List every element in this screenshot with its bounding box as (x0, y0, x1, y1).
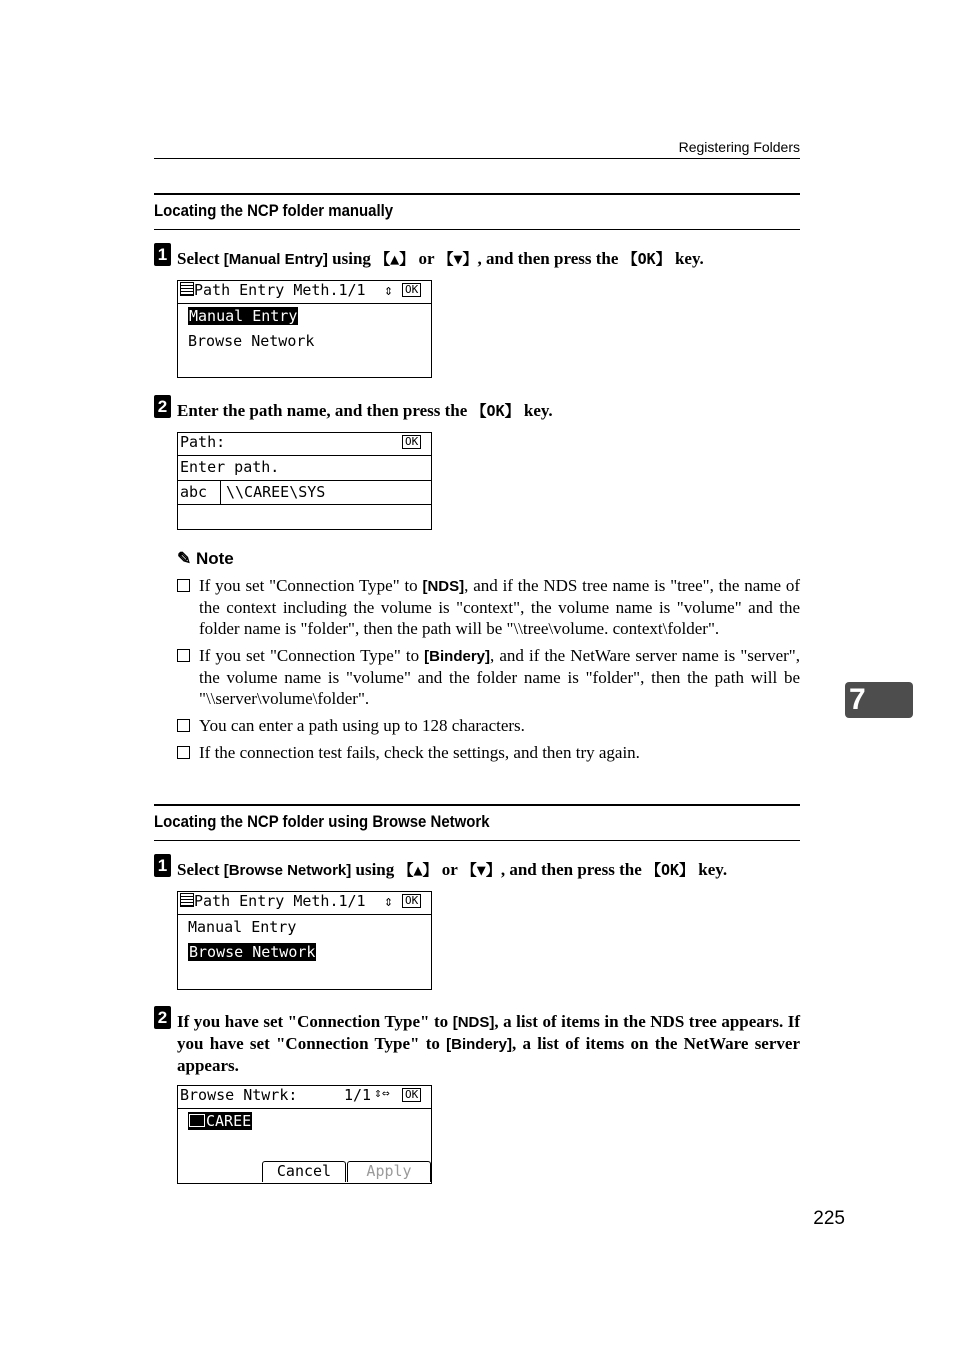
ok-key-icon: OK (402, 894, 421, 908)
list-icon (180, 893, 194, 907)
lcd-divider (178, 1108, 431, 1109)
lcd-divider (178, 480, 431, 481)
lcd-divider (178, 455, 431, 456)
step-text: Select (177, 860, 224, 879)
server-icon (189, 1114, 205, 1127)
step-text: key. (670, 249, 704, 268)
note-heading: ✎ Note (177, 549, 234, 568)
step-text: using (351, 860, 399, 879)
lcd-title-row: Browse Ntwrk: (180, 1086, 298, 1104)
lcd-tree-item[interactable]: CAREE (188, 1112, 429, 1130)
note-list (177, 575, 800, 769)
section-rule-top (154, 193, 800, 195)
lcd-menu-item[interactable]: Browse Network (189, 943, 316, 961)
section-rule-bottom (154, 840, 800, 841)
step-number: 2 (154, 1006, 171, 1029)
lcd-screen (177, 432, 432, 530)
running-header: Registering Folders (678, 139, 800, 155)
lcd-screen (177, 891, 432, 990)
key-ok: 【OK】 (471, 402, 520, 420)
step-number: 2 (154, 395, 171, 418)
list-item: If you set "Connection Type" to [NDS], and if the NDS tree name is "tree", the name of the context including the volume is "context", the volume name is "volume" and the folder name is "folder", then the path will be "\\tree\volume. context\folder". (177, 575, 800, 639)
lcd-screen (177, 1085, 432, 1184)
step-text: or (437, 860, 462, 879)
ui-label: [Browse Network] (223, 862, 352, 879)
step-text: , a list of items on the NetWare server appears. (177, 1034, 800, 1075)
ok-key-icon: OK (402, 435, 421, 449)
key-down: 【▼】 (461, 861, 501, 879)
step-instruction (177, 400, 800, 422)
ok-key-icon: OK (402, 1088, 421, 1102)
checkbox-bullet-icon (177, 746, 190, 759)
up-down-arrows-icon: ⇕ (384, 281, 394, 299)
step-number: 1 (154, 243, 171, 266)
lcd-menu-item[interactable]: Manual Entry (188, 918, 297, 936)
header-rule (154, 158, 800, 159)
list-item: If you set "Connection Type" to [Bindery], and if the NetWare server name is "server", the volume name is "volume" and the folder name is "folder", then the path will be "\\server\volume\folder". (177, 645, 800, 709)
ui-label: [Bindery] (446, 1036, 512, 1053)
checkbox-bullet-icon (177, 579, 190, 592)
step-text: , and then press the (477, 249, 623, 268)
lcd-divider (178, 303, 431, 304)
step-text: or (414, 249, 439, 268)
checkbox-bullet-icon (177, 719, 190, 732)
step-instruction (177, 248, 800, 270)
page-indicator: 1/1 (344, 1086, 372, 1104)
cancel-button[interactable]: Cancel (262, 1161, 346, 1182)
step-text: Select (177, 249, 224, 268)
ok-key-icon: OK (402, 283, 421, 297)
list-icon (180, 282, 194, 296)
path-input[interactable]: \\CAREE\SYS (226, 483, 326, 501)
list-item: You can enter a path using up to 128 characters. (177, 715, 800, 736)
lcd-title-row: Path Entry Meth.1/1 (180, 892, 429, 910)
chapter-tab: 7 (845, 682, 913, 718)
apply-button[interactable]: Apply (347, 1161, 431, 1182)
ui-label: [Manual Entry] (223, 251, 328, 268)
step-text: key. (694, 860, 728, 879)
key-up: 【▲】 (398, 861, 438, 879)
step-text: , and then press the (500, 860, 646, 879)
key-ok: 【OK】 (645, 861, 695, 879)
lcd-prompt: Enter path. (180, 458, 280, 476)
step-number: 1 (154, 854, 171, 877)
checkbox-bullet-icon (177, 649, 190, 662)
page-number: 225 (813, 1208, 845, 1229)
lcd-menu-item[interactable]: Manual Entry (189, 307, 298, 325)
lcd-divider (220, 480, 221, 504)
step-instruction (177, 1011, 800, 1076)
lcd-divider (178, 504, 431, 505)
step-text: Enter the path name, and then press the (177, 401, 472, 420)
four-way-arrows-icon: ⇕⇔ (374, 1086, 390, 1101)
step-text: If you have set "Connection Type" to (177, 1012, 453, 1031)
key-down: 【▼】 (438, 250, 478, 268)
section-title: Locating the NCP folder using Browse Network (154, 812, 490, 831)
list-item: If the connection test fails, check the settings, and then try again. (177, 742, 800, 763)
lcd-screen (177, 280, 432, 378)
step-instruction (177, 859, 800, 881)
step-text: , a list of items in the NDS tree appears. If you have set "Connection Type" to (177, 1012, 800, 1053)
lcd-title-row: Path: (180, 433, 226, 451)
section-rule-top (154, 804, 800, 806)
step-text: key. (519, 401, 553, 420)
lcd-title-row: Path Entry Meth.1/1 (180, 281, 429, 299)
ui-label: [NDS] (452, 1014, 495, 1031)
lcd-input-mode: abc (180, 483, 208, 501)
pencil-icon: ✎ (177, 549, 192, 568)
key-up: 【▲】 (375, 250, 415, 268)
step-text: using (327, 249, 376, 268)
key-ok: 【OK】 (622, 250, 671, 268)
section-title: Locating the NCP folder manually (154, 201, 394, 220)
lcd-divider (178, 914, 431, 915)
section-rule-bottom (154, 229, 800, 230)
lcd-menu-item[interactable]: Browse Network (188, 332, 315, 350)
up-down-arrows-icon: ⇕ (384, 892, 394, 910)
